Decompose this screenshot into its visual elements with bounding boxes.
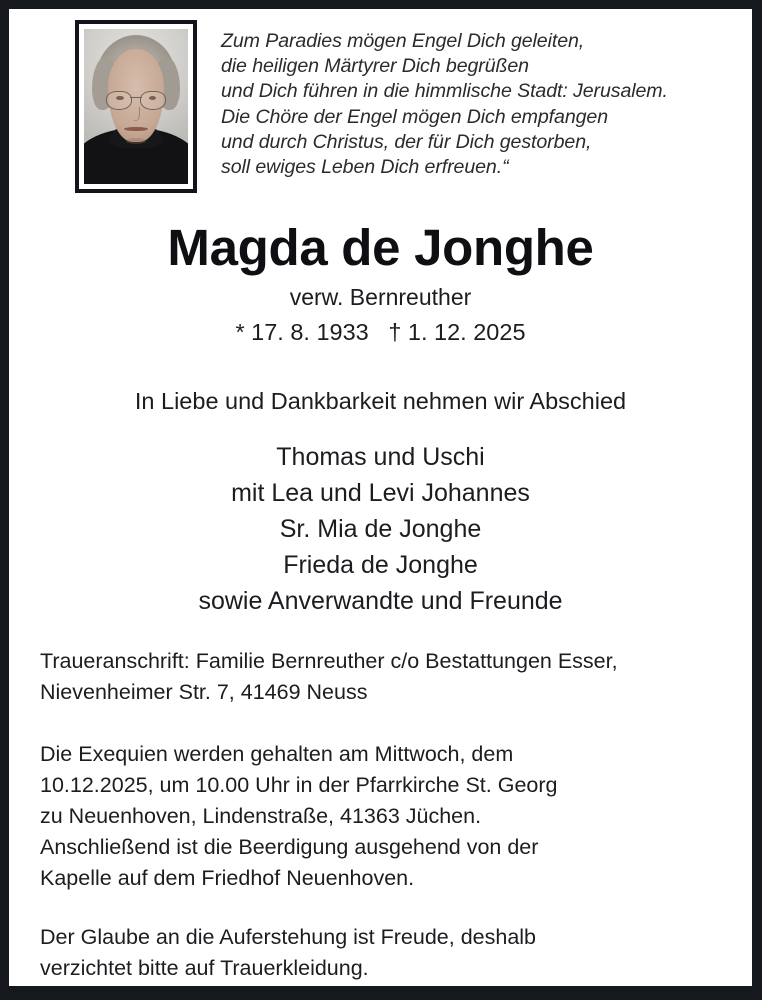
closing-note-line: Der Glaube an die Auferstehung ist Freude, deshalb xyxy=(40,925,537,949)
survivor-entry: Sr. Mia de Jonghe xyxy=(279,515,482,543)
verse-line: und Dich führen in die himmlische Stadt: Jerusalem. xyxy=(221,80,668,103)
name-block xyxy=(9,219,752,348)
deceased-name: Magda de Jonghe xyxy=(167,219,594,276)
portrait-glasses xyxy=(105,91,167,108)
mourning-address-block xyxy=(40,646,721,708)
verse-line: die heiligen Märtyrer Dich begrüßen xyxy=(221,55,529,78)
verse-line: Zum Paradies mögen Engel Dich geleiten, xyxy=(221,30,585,52)
service-details-line: 10.12.2025, um 10.00 Uhr in der Pfarrkirche St. Georg xyxy=(40,773,558,797)
portrait-glasses-bridge xyxy=(130,97,141,98)
survivor-entry: sowie Anverwandte und Freunde xyxy=(198,587,563,615)
verse-line: soll ewiges Leben Dich erfreuen.“ xyxy=(221,156,509,179)
life-dates: * 17. 8. 1933 † 1. 12. 2025 xyxy=(235,319,526,345)
obituary-card xyxy=(9,9,752,986)
portrait-photo-block xyxy=(75,20,197,193)
header-region xyxy=(9,9,752,193)
address-line: Traueranschrift: Familie Bernreuther c/o Bestattungen Esser, xyxy=(40,649,618,673)
portrait-lens-left xyxy=(106,91,132,110)
survivors-list xyxy=(9,439,752,619)
survivor-entry: Thomas und Uschi xyxy=(276,443,485,471)
portrait-chin-shadow xyxy=(126,138,147,144)
closing-note-block xyxy=(40,922,721,984)
farewell-line: In Liebe und Dankbarkeit nehmen wir Abschied xyxy=(134,388,627,414)
maiden-name: verw. Bernreuther xyxy=(289,284,472,310)
service-details-line: Kapelle auf dem Friedhof Neuenhoven. xyxy=(40,866,415,890)
survivor-entry: Frieda de Jonghe xyxy=(283,551,478,579)
memorial-verse xyxy=(221,29,752,180)
service-details-line: zu Neuenhoven, Lindenstraße, 41363 Jüchen. xyxy=(40,804,482,828)
address-line: Nievenheimer Str. 7, 41469 Neuss xyxy=(40,680,368,704)
verse-line: Die Chöre der Engel mögen Dich empfangen xyxy=(221,105,609,128)
portrait-lens-right xyxy=(140,91,166,110)
verse-line: und durch Christus, der für Dich gestorben, xyxy=(221,130,592,153)
body-text-region xyxy=(9,646,752,984)
service-details-line: Die Exequien werden gehalten am Mittwoch, dem xyxy=(40,742,514,766)
survivor-entry: mit Lea und Levi Johannes xyxy=(231,479,530,507)
closing-note-line: verzichtet bitte auf Trauerkleidung. xyxy=(40,956,369,980)
service-details-block xyxy=(40,739,721,894)
portrait-frame xyxy=(75,20,197,193)
service-details-line: Anschließend ist die Beerdigung ausgehend von der xyxy=(40,835,539,859)
portrait-image xyxy=(84,29,188,184)
